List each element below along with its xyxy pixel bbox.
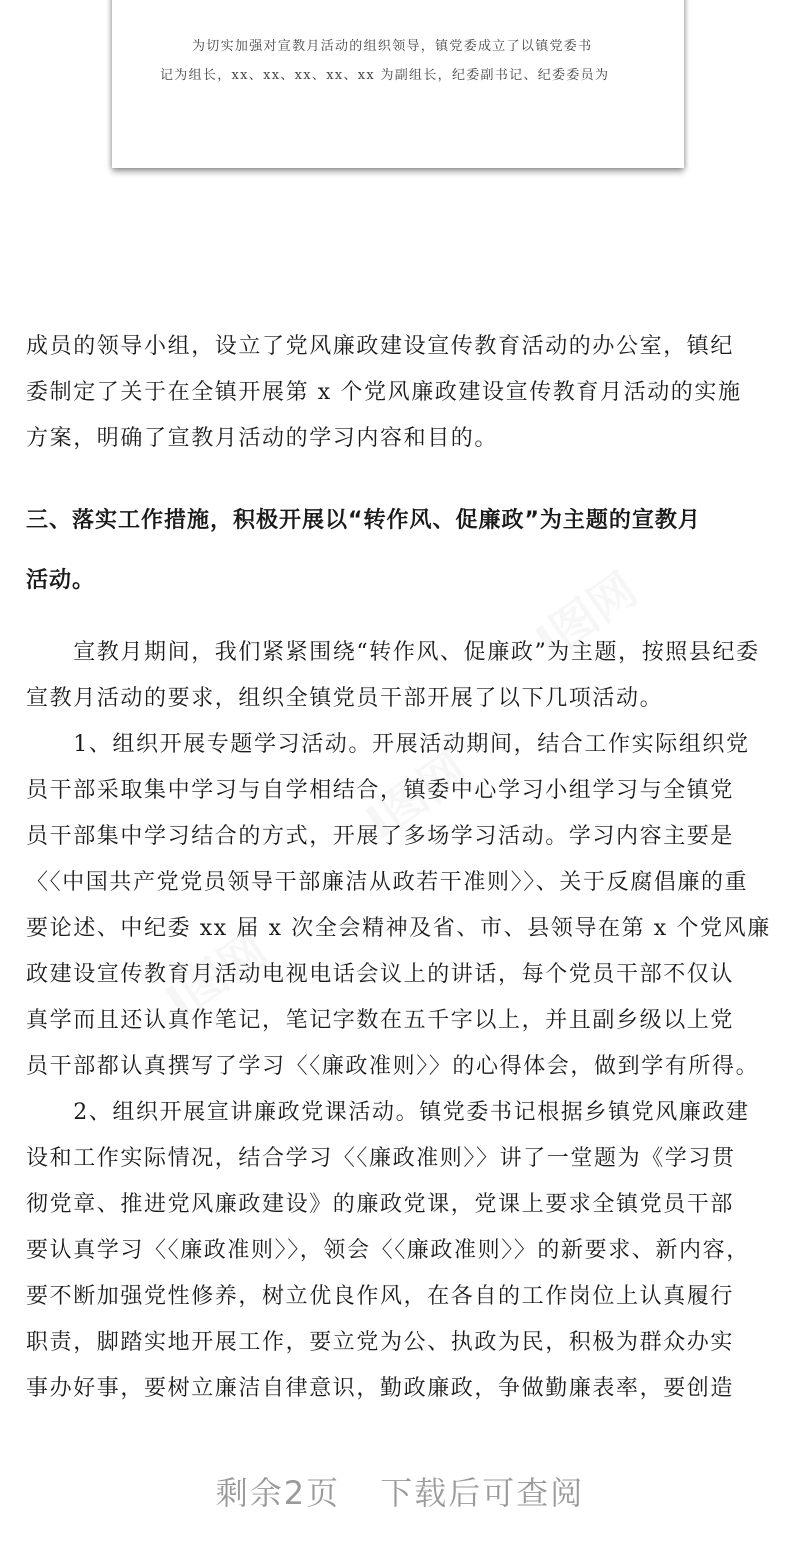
download-to-view-label[interactable]: 下载后可查阅 — [380, 1474, 585, 1512]
text-line: 宣教月期间，我们紧紧围绕“转作风、促廉政”为主题，按照县纪委 — [26, 640, 760, 665]
heading-line: 活动。 — [26, 568, 96, 593]
text-line: 要论述、中纪委 xx 届 x 次全会精神及省、市、县领导在第 x 个党风廉 — [26, 916, 771, 941]
text-line: 〈〈中国共产党党员领导干部廉洁从政若干准则〉〉、关于反腐倡廉的重 — [26, 870, 749, 895]
text-line: 员干部都认真撰写了学习〈〈廉政准则〉〉的心得体会，做到学有所得。 — [26, 1054, 760, 1079]
text-line: 委制定了关于在全镇开展第 x 个党风廉政建设宣传教育月活动的实施 — [26, 380, 742, 405]
text-line: 方案，明确了宣教月活动的学习内容和目的。 — [26, 426, 499, 451]
previous-page-card — [112, 0, 684, 168]
section-heading — [26, 491, 778, 611]
text-line: 设和工作实际情况，结合学习〈〈廉政准则〉〉讲了一堂题为《学习贯 — [26, 1146, 736, 1171]
text-line: 2、组织开展宣讲廉政党课活动。镇党委书记根据乡镇党风廉政建 — [26, 1100, 750, 1125]
paragraph-continuation — [26, 324, 778, 462]
text-line: 宣教月活动的要求，组织全镇党员干部开展了以下几项活动。 — [26, 686, 664, 711]
text-line: 员干部采取集中学习与自学相结合，镇委中心学习小组学习与全镇党 — [26, 778, 735, 803]
text-line: 真学而且还认真作笔记，笔记字数在五千字以上，并且副乡级以上党 — [26, 1008, 735, 1033]
remaining-pages-label[interactable]: 剩余2页 — [215, 1474, 341, 1512]
text-line: 成员的领导小组，设立了党风廉政建设宣传教育活动的办公室，镇纪 — [26, 334, 735, 359]
section-body — [26, 630, 778, 1412]
text-line: 政建设宣传教育月活动电视电话会议上的讲话，每个党员干部不仅认 — [26, 962, 735, 987]
text-line: 员干部集中学习结合的方式，开展了多场学习活动。学习内容主要是 — [26, 824, 735, 849]
text-line: 事办好事，要树立廉洁自律意识，勤政廉政，争做勤廉表率，要创造 — [26, 1376, 735, 1401]
heading-line: 三、落实工作措施，积极开展以“转作风、促廉政”为主题的宣教月 — [26, 508, 701, 533]
text-line: 1、组织开展专题学习活动。开展活动期间，结合工作实际组织党 — [26, 732, 750, 757]
text-line: 要认真学习〈〈廉政准则〉〉，领会〈〈廉政准则〉〉的新要求、新内容， — [26, 1238, 750, 1263]
card-text-line: 记为组长，xx、xx、xx、xx、xx 为副组长，纪委副书记、纪委委员为 — [160, 68, 610, 83]
text-line: 要不断加强党性修养，树立优良作风，在各自的工作岗位上认真履行 — [26, 1284, 735, 1309]
text-line: 彻党章、推进党风廉政建设》的廉政党课，党课上要求全镇党员干部 — [26, 1192, 735, 1217]
text-line: 职责，脚踏实地开展工作，要立党为公、执政为民，积极为群众办实 — [26, 1330, 735, 1355]
download-prompt[interactable] — [0, 1468, 800, 1514]
card-text-line: 为切实加强对宣教月活动的组织领导，镇党委成立了以镇党委书 — [192, 39, 593, 54]
